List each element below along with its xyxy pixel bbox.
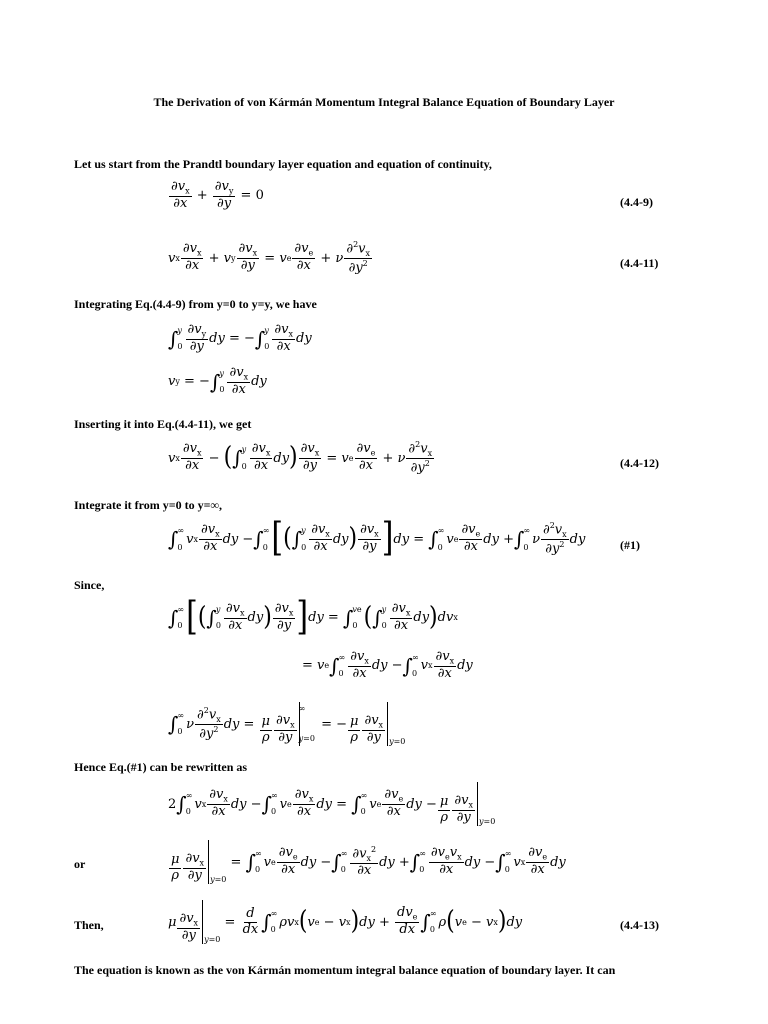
continuity-equation: $\frac{\partial v_x}{\partial x}$ + $\frac{\partial v_y}{\partial y}$ = 0 (171, 179, 264, 211)
integration-text: Integrating Eq.(4.4-9) from y=0 to y=y, we have (74, 297, 317, 311)
parts-result: = v e ∫ ∞ 0 $\frac{\partial v_x}{\partial x}$ dy − ∫ ∞ 0 v x $\frac{\partial v_x}{\partial x}$ dy (302, 649, 473, 681)
alternative-form: $\frac{\mu}{\rho}$ $\frac{\partial v_x}{\partial y}$ y=0 = ∫ ∞ 0 v e $\frac{\partial v_e}{\partial x}$ dy − ∫ ∞ 0 $\frac{\partial v_x^2}{\partial x}$ dy + ∫ ∞ 0 $\frac{\partial v_ev_x}{\partial x}$ dy − ∫ ∞ 0 v x $\frac{\partial v_e}{\partial x}$ dy (168, 840, 566, 884)
vy-expression: v y = − ∫ y 0 $\frac{\partial v_x}{\partial x}$ dy (168, 365, 267, 397)
conclusion-text: The equation is known as the von Kármán momentum integral balance equation of boundary layer. It can (74, 963, 616, 977)
combined-equation: v x $\frac{\partial v_x}{\partial x}$ − ( ∫ y 0 $\frac{\partial v_x}{\partial x}$ dy ) $\frac{\partial v_x}{\partial y}$ = v e $\frac{\partial v_e}{\partial x}$ + ν $\frac{\partial^2v_x}{\partial y^2}$ (168, 440, 433, 476)
equation-number: (4.4-12) (620, 456, 659, 470)
viscous-term: ∫ ∞ 0 ν $\frac{\partial^2v_x}{\partial y^2}$ dy = $\frac{\mu}{\rho}$ $\frac{\partial v_x}{\partial y}$ ∞ y=0 = − $\frac{\mu}{\rho}$ $\frac{\partial v_x}{\partial y}$ y=0 (168, 704, 406, 746)
equation-number: (4.4-11) (620, 256, 659, 270)
integrated-continuity: ∫ y 0 $\frac{\partial v_y}{\partial y}$ dy = − ∫ y 0 $\frac{\partial v_x}{\partial x}$ dy (168, 322, 312, 354)
since-text: Since, (74, 578, 105, 592)
intro-text: Let us start from the Prandtl boundary layer equation and equation of continuity, (74, 157, 492, 171)
boundary-layer-equation: v x $\frac{\partial v_x}{\partial x}$ + v y $\frac{\partial v_x}{\partial y}$ = v e $\frac{\partial v_e}{\partial x}$ + ν $\frac{\partial^2v_x}{\partial y^2}$ (168, 240, 371, 276)
then-text: Then, (74, 918, 104, 932)
equation-number: (4.4-13) (620, 918, 659, 932)
hence-text: Hence Eq.(#1) can be rewritten as (74, 760, 248, 774)
integrate-infinity-text: Integrate it from y=0 to y=∞, (74, 498, 222, 512)
integrated-equation: ∫ ∞ 0 v x $\frac{\partial v_x}{\partial x}$ dy − ∫ ∞ 0 [ ( ∫ y 0 $\frac{\partial v_x}{\partial x}$ dy ) $\frac{\partial v_x}{\partial y}$ ] dy = ∫ ∞ 0 v e $\frac{\partial v_e}{\partial x}$ dy + ∫ ∞ 0 ν $\frac{\partial^2v_x}{\partial y^2}$ dy (168, 515, 586, 562)
or-text: or (74, 857, 86, 871)
insertion-text: Inserting it into Eq.(4.4-11), we get (74, 417, 252, 431)
page-title: The Derivation of von Kármán Momentum Integral Balance Equation of Boundary Layer (153, 95, 615, 109)
equation-number: (4.4-9) (620, 195, 653, 209)
von-karman-equation: μ $\frac{\partial v_x}{\partial y}$ y=0 = $\frac{d}{dx}$ ∫ ∞ 0 ρv x ( v e − v x ) dy + $\frac{dv_e}{dx}$ ∫ ∞ 0 ρ ( v e − v x ) dy (168, 900, 522, 944)
rewritten-equation: 2 ∫ ∞ 0 v x $\frac{\partial v_x}{\partial x}$ dy − ∫ ∞ 0 v e $\frac{\partial v_x}{\partial x}$ dy = ∫ ∞ 0 v e $\frac{\partial v_e}{\partial x}$ dy − $\frac{\mu}{\rho}$ $\frac{\partial v_x}{\partial y}$ y=0 (168, 782, 495, 826)
equation-number: (#1) (620, 538, 640, 552)
integration-by-parts: ∫ ∞ 0 [ ( ∫ y 0 $\frac{\partial v_x}{\partial x}$ dy ) $\frac{\partial v_x}{\partial y}$ ] dy = ∫ ve 0 ( ∫ y 0 $\frac{\partial v_x}{\partial x}$ dy ) dv x (168, 594, 458, 640)
